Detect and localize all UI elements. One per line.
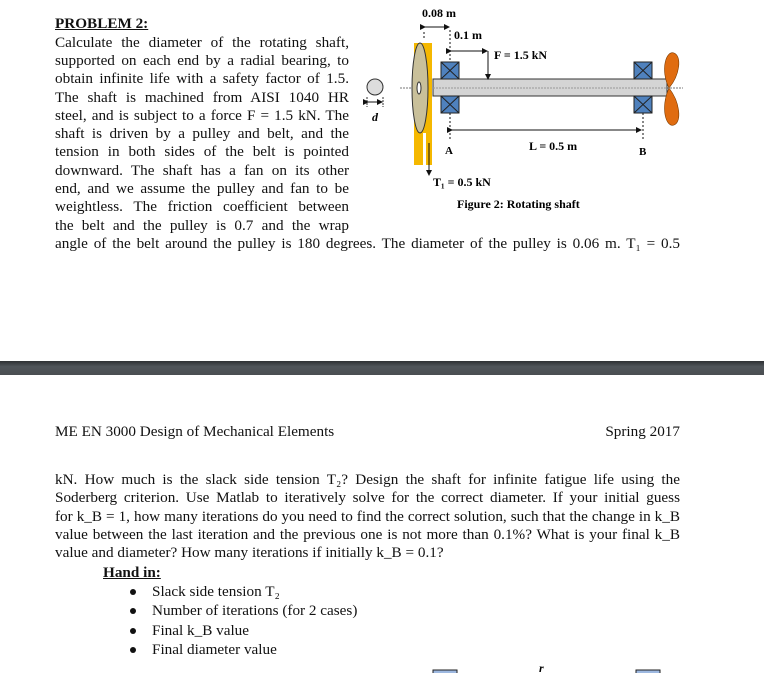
text-line: angle of the belt around the pulley is 180 degrees. The diameter of the pulley is 0.06 m. T₁ = 0.5 bbox=[55, 235, 680, 252]
text-line: steel, and is subject to a force F = 1.5 kN. The bbox=[55, 107, 349, 124]
text-line: obtain infinite life with a safety factor of 1.5. bbox=[55, 70, 349, 87]
list-item: Slack side tension T₂ bbox=[152, 583, 280, 600]
shaft-cross-section bbox=[367, 79, 383, 124]
diameter-label: d bbox=[372, 110, 378, 124]
text-line: the belt and the pulley is 0.7 and the wrap bbox=[55, 217, 349, 234]
text-line: tension in both sides of the belt is pointed bbox=[55, 143, 349, 160]
bullet-icon bbox=[130, 628, 136, 634]
text-line: value between the last iteration and the previous one is not more than 0.1%? What is your final k_B bbox=[55, 526, 680, 543]
text-line: The shaft is machined from AISI 1040 HR bbox=[55, 89, 349, 106]
text-line: weightless. The friction coefficient between bbox=[55, 198, 349, 215]
text-line: Calculate the diameter of the rotating shaft, bbox=[55, 34, 349, 51]
text-line: end, and we assume the pulley and fan to be bbox=[55, 180, 349, 197]
dim-0.08-label: 0.08 m bbox=[422, 6, 456, 20]
hand-in-heading: Hand in: bbox=[103, 564, 161, 581]
page-header-term: Spring 2017 bbox=[605, 423, 680, 440]
partial-figure bbox=[0, 660, 764, 673]
figure-caption: Figure 2: Rotating shaft bbox=[457, 197, 580, 211]
bullet-icon bbox=[130, 589, 136, 595]
pulley bbox=[412, 43, 428, 133]
bearing-b-label: B bbox=[639, 146, 647, 158]
bullet-icon bbox=[130, 647, 136, 653]
text-line: shaft is driven by a pulley and belt, and the bbox=[55, 125, 349, 142]
dim-0.1-label: 0.1 m bbox=[454, 28, 482, 42]
bearing-a-label: A bbox=[445, 145, 453, 157]
tension-label: T₁ = 0.5 kN bbox=[433, 175, 491, 189]
rotating-shaft-figure bbox=[0, 0, 764, 225]
force-label: F = 1.5 kN bbox=[494, 48, 548, 62]
text-line: supported on each end by a radial bearing, to bbox=[55, 52, 349, 69]
length-label: L = 0.5 m bbox=[529, 139, 578, 153]
text-line: downward. The shaft has a fan on its other bbox=[55, 162, 349, 179]
text-line: value and diameter? How many iterations if initially k_B = 0.1? bbox=[55, 544, 444, 561]
list-item: Final diameter value bbox=[152, 641, 277, 658]
page-header-course: ME EN 3000 Design of Mechanical Elements bbox=[55, 423, 335, 440]
list-item: Number of iterations (for 2 cases) bbox=[152, 602, 358, 619]
problem-title: PROBLEM 2: bbox=[55, 15, 149, 32]
bullet-icon bbox=[130, 608, 136, 614]
partial-figure-label: r bbox=[539, 661, 544, 673]
list-item: Final k_B value bbox=[152, 622, 250, 639]
page-separator bbox=[0, 361, 764, 375]
text-line: for k_B = 1, how many iterations do you need to find the correct solution, such that the change in k_B bbox=[55, 508, 680, 525]
text-line: kN. How much is the slack side tension T₂? Design the shaft for infinite fatigue life using the bbox=[55, 471, 680, 488]
text-line: Soderberg criterion. Use Matlab to iteratively solve for the correct diameter. If your initial guess bbox=[55, 489, 680, 506]
